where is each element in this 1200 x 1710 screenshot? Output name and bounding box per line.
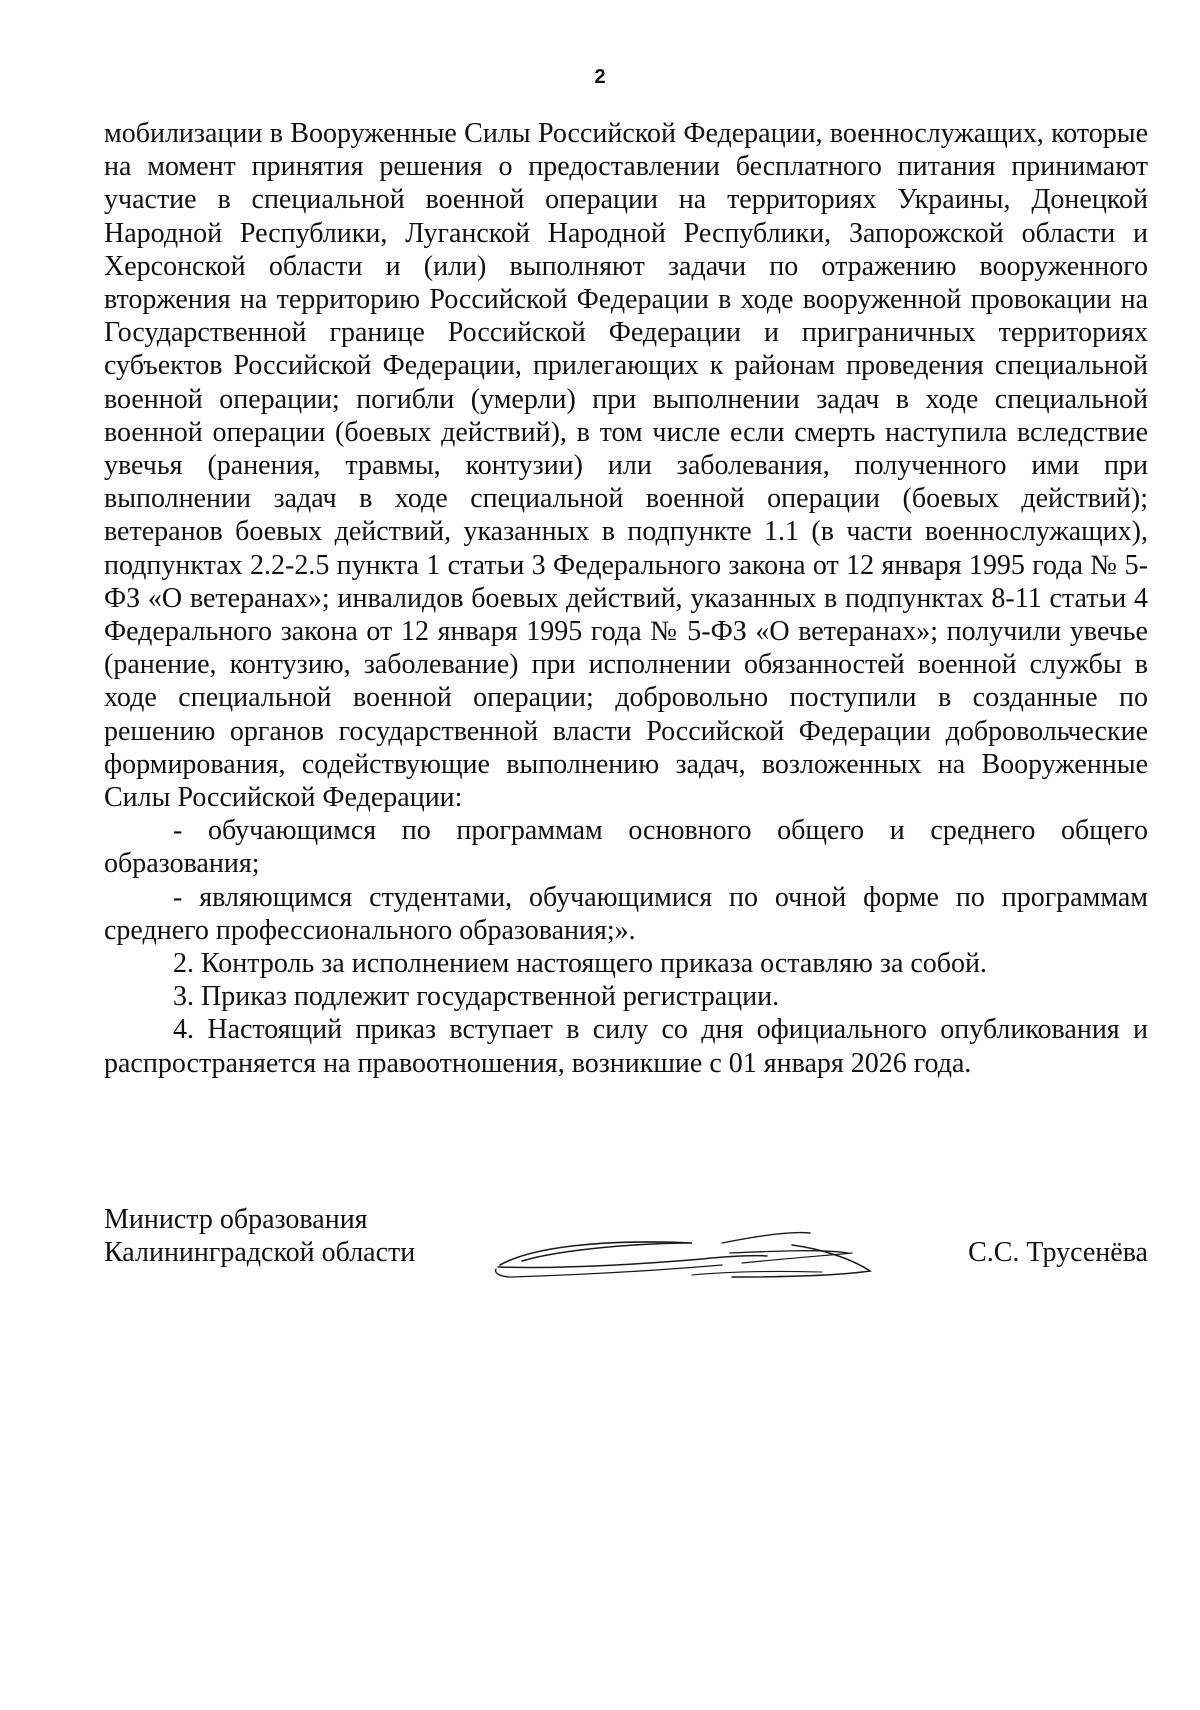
signer-position-line-1: Министр образования: [104, 1204, 368, 1235]
paragraph-vocational-students: - являющимся студентами, обучающимися по очной форме по программам среднего профессионального образования;».: [104, 881, 1148, 946]
clause-3-registration: 3. Приказ подлежит государственной регистрации.: [173, 981, 780, 1013]
paragraph-general-education-students: - обучающимся по программам основного общего и среднего общего образования;: [104, 815, 1148, 880]
order-body-text: [104, 117, 1148, 1080]
page-number: 2: [594, 66, 606, 88]
signer-position: [104, 1203, 524, 1269]
paragraph-beneficiary-categories: мобилизации в Вооруженные Силы Российской Федерации, военнослужащих, которые на момент принятия решения о предоставлении бесплатного питания принимают участие в специальной военной операции на территориях Украины, Донецкой Народной Республики, Луганской Народной Республики, Запорожской области и Херсонской области и (или) выполняют задачи по отражению вооруженного вторжения на территорию Российской Федерации в ходе вооруженной провокации на Государственной границе Российской Федерации и приграничных территориях субъектов Российской Федерации, прилегающих к районам проведения специальной военной операции; погибли (умерли) при выполнении задач в ходе специальной военной операции (боевых действий), в том числе если смерть наступила вследствие увечья (ранения, травмы, контузии) или заболевания, полученного ими при выполнении задач в ходе специальной военной операции (боевых действий); ветеранов боевых действий, указанных в подпункте 1.1 (в части военнослужащих), подпунктах 2.2-2.5 пункта 1 статьи 3 Федерального закона от 12 января 1995 года № 5-ФЗ «О ветеранах»; инвалидов боевых действий, указанных в подпунктах 8-11 статьи 4 Федерального закона от 12 января 1995 года № 5-ФЗ «О ветеранах»; получили увечье (ранение, контузию, заболевание) при исполнении обязанностей военной службы в ходе специальной военной операции; добровольно поступили в созданные по решению органов государственной власти Российской Федерации добровольческие формирования, содействующие выполнению задач, возложенных на Вооруженные Силы Российской Федерации:: [104, 118, 1148, 814]
signature-block: [104, 1203, 1148, 1293]
signer-name: С.С. Трусенёва: [968, 1237, 1148, 1269]
signer-position-line-2: Калининградской области: [104, 1237, 416, 1269]
clause-2-control: 2. Контроль за исполнением настоящего приказа оставляю за собой.: [173, 948, 988, 980]
clause-4-entry-into-force: 4. Настоящий приказ вступает в силу со дня официального опубликования и распространяется на правоотношения, возникшие с 01 января 2026 года.: [104, 1014, 1148, 1079]
handwritten-signature: [492, 1225, 882, 1291]
